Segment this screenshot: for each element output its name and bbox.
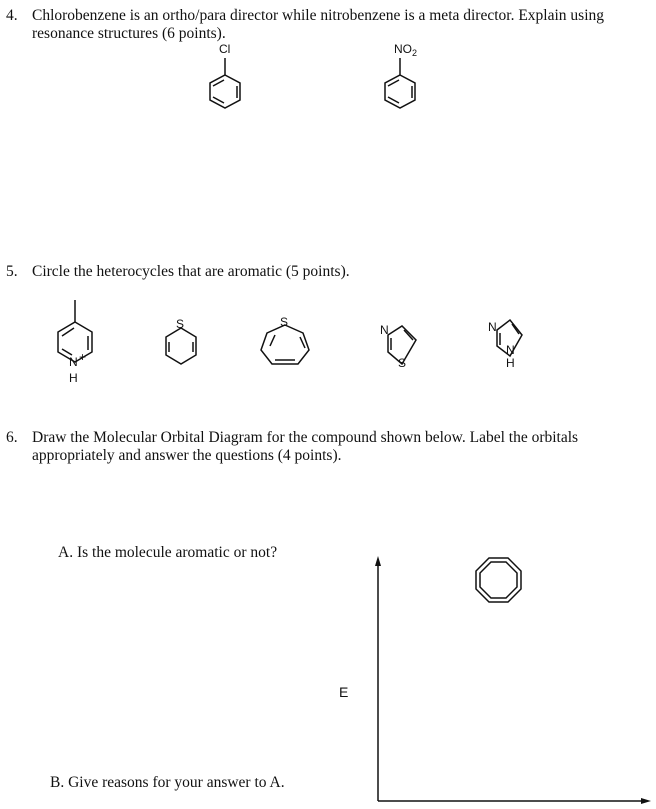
thiepine-structure	[261, 325, 309, 364]
pyridinium-charge-label: +	[79, 350, 87, 364]
nitro-text: NO	[394, 42, 412, 56]
pyridinium-n-label: N	[69, 355, 78, 369]
question-text-line1: Draw the Molecular Orbital Diagram for the compound shown below. Label the orbitals	[32, 429, 579, 446]
thiazole-n-label: N	[380, 323, 389, 337]
energy-axis-label: E	[339, 684, 349, 700]
cyclooctatetraene-structure	[476, 558, 521, 602]
nitrobenzene-structure	[385, 58, 415, 108]
question-text-line2: resonance structures (6 points).	[32, 25, 226, 42]
question-text: Circle the heterocycles that are aromatic (5 points).	[32, 263, 350, 280]
thiepine-s-label: S	[280, 315, 289, 329]
chlorine-label: Cl	[219, 42, 231, 56]
imidazole-h-label: H	[506, 356, 515, 370]
imidazole-nh-n-label: N	[506, 343, 515, 357]
nitro-label	[394, 42, 417, 58]
question-text-line1: Chlorobenzene is an ortho/para director while nitrobenzene is a meta director. Explain using	[32, 7, 605, 24]
question-number: 5.	[6, 263, 18, 280]
thiopyran-structure	[166, 328, 196, 364]
question-text-line2: appropriately and answer the questions (4 points).	[32, 447, 342, 464]
question-number: 6.	[6, 429, 18, 446]
imidazole-n-label: N	[488, 320, 497, 334]
subquestion-a: A. Is the molecule aromatic or not?	[58, 544, 278, 561]
thiazole-s-label: S	[398, 356, 407, 370]
question-number: 4.	[6, 7, 18, 24]
pyridinium-h-label: H	[69, 371, 78, 385]
pyridinium-structure	[58, 300, 92, 362]
nitro-subscript: 2	[412, 48, 418, 58]
axis-arrowheads	[375, 556, 651, 804]
thiopyran-s-label: S	[176, 317, 185, 331]
chlorobenzene-structure	[210, 58, 240, 108]
subquestion-b: B. Give reasons for your answer to A.	[50, 774, 285, 791]
